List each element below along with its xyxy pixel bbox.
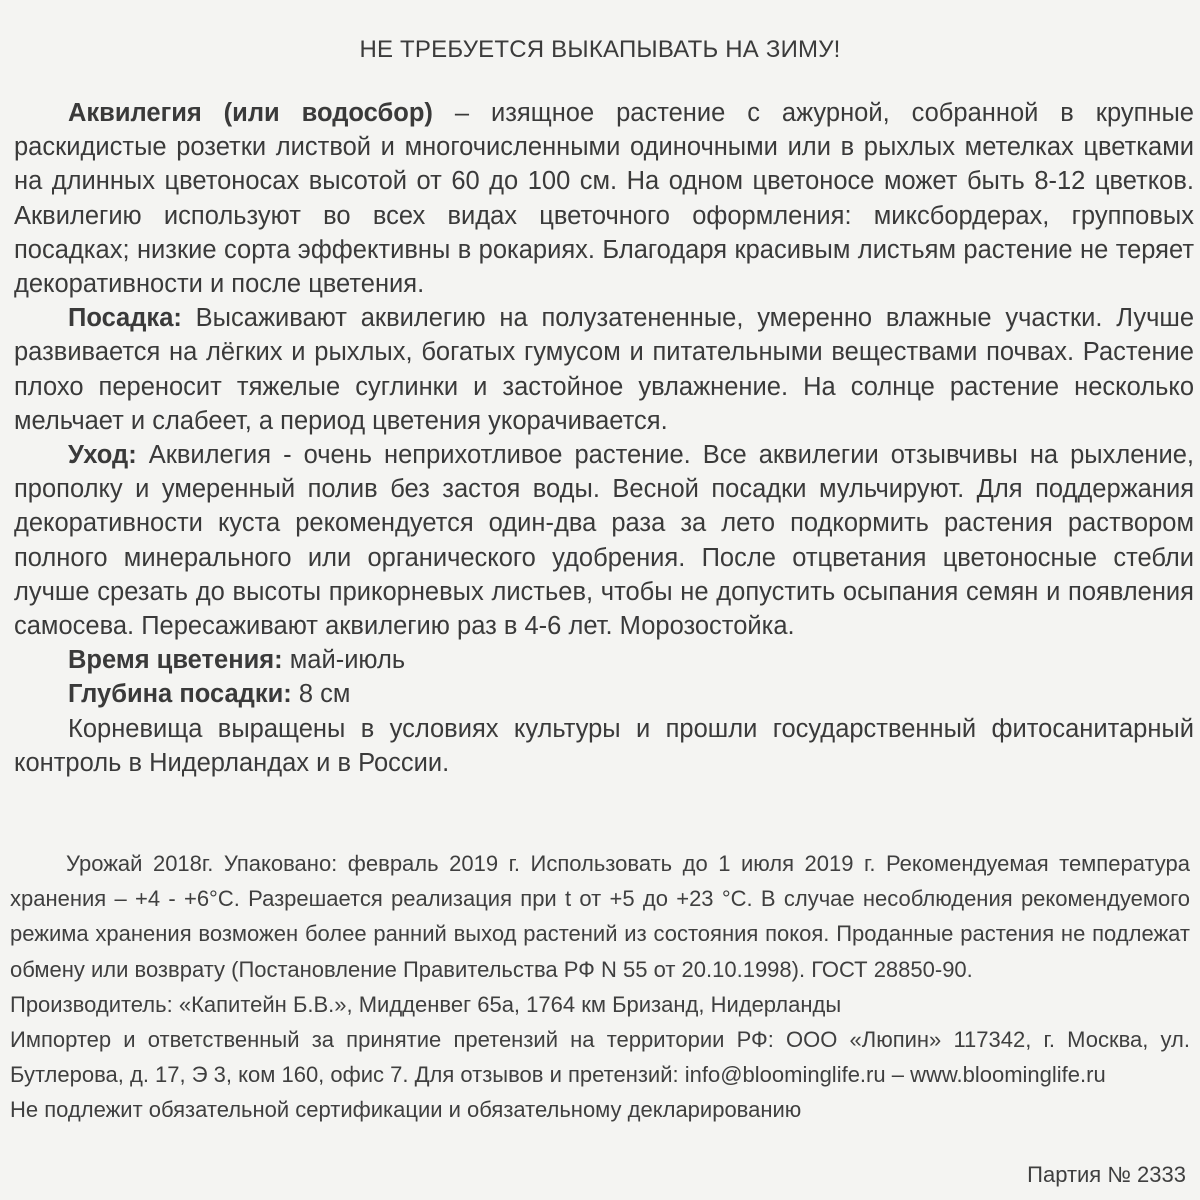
- care-label: Уход:: [68, 441, 137, 470]
- description-paragraph: [14, 96, 1194, 301]
- fine-print: [10, 846, 1190, 1128]
- batch-number: Партия № 2333: [1027, 1162, 1186, 1187]
- planting-label: Посадка:: [68, 304, 182, 333]
- certification-info: Не подлежит обязательной сертификации и обязательному декларированию: [10, 1097, 802, 1123]
- care-paragraph: [14, 438, 1194, 643]
- bloom-time-value: май-июль: [282, 646, 406, 675]
- description-text: – изящное растение с ажурной, собранной в крупные раскидистые розетки листвой и многочисленными одиночными или в рыхлых метелках цветками на длинных цветоносах высотой от 60 до 100 см. На одном цветоносе может быть 8-12 цветков. Аквилегию используют во всех видах цветочного оформления: миксбордерах, групповых посадках; низкие сорта эффективны в рокариях. Благодаря красивым листьям растение не теряет декоративности и после цветения.: [14, 99, 1194, 299]
- planting-text: Высаживают аквилегию на полузатененные, умеренно влажные участки. Лучше развивается на лёгких и рыхлых, богатых гумусом и питательными веществами почвах. Растение плохо переносит тяжелые суглинки и застойное увлажнение. На солнце растение несколько мельчает и слабеет, а период цветения укорачивается.: [14, 304, 1194, 435]
- manufacturer-info: Производитель: «Капитейн Б.В.», Мидденвег 65а, 1764 км Бризанд, Нидерланды: [10, 991, 842, 1017]
- planting-depth-value: 8 см: [291, 680, 351, 709]
- planting-depth-line: [14, 677, 1194, 711]
- main-text: [14, 96, 1194, 780]
- storage-info: Урожай 2018г. Упаковано: февраль 2019 г. Использовать до 1 июля 2019 г. Рекомендуемая температура хранения – +4 - +6°С. Разрешается реализация при t от +5 до +23 °С. В случае несоблюдения рекомендуемого режима хранения возможен более ранний выход растений из состояния покоя. Проданные растения не подлежат обмену или возврату (Постановление Правительства РФ N 55 от 20.10.1998). ГОСТ 28850-90.: [10, 851, 1190, 982]
- care-text: Аквилегия - очень неприхотливое растение. Все аквилегии отзывчивы на рыхление, прополку и умеренный полив без застоя воды. Весной посадки мульчируют. Для поддержания декоративности куста рекомендуется один-два раза за лето подкормить растения раствором полного минерального или органического удобрения. После отцветания цветоносные стебли лучше срезать до высоты прикорневых листьев, чтобы не допустить осыпания семян и появления самосева. Пересаживают аквилегию раз в 4-6 лет. Морозостойка.: [14, 441, 1194, 641]
- bloom-time-line: [14, 643, 1194, 677]
- page-title: НЕ ТРЕБУЕТСЯ ВЫКАПЫВАТЬ НА ЗИМУ!: [359, 36, 841, 63]
- planting-depth-label: Глубина посадки:: [68, 680, 292, 709]
- description-term: Аквилегия (или водосбор): [68, 99, 433, 127]
- bloom-time-label: Время цветения:: [68, 646, 283, 675]
- origin-note: Корневища выращены в условиях культуры и прошли государственный фитосанитарный контроль в Нидерландах и в России.: [14, 714, 1194, 777]
- planting-paragraph: [14, 301, 1194, 438]
- importer-info: Импортер и ответственный за принятие претензий на территории РФ: ООО «Люпин» 117342, г. Москва, ул. Бутлерова, д. 17, Э 3, ком 160, офис 7. Для отзывов и претензий: info@bloominglife.ru – www.bloominglife.ru: [10, 1027, 1190, 1088]
